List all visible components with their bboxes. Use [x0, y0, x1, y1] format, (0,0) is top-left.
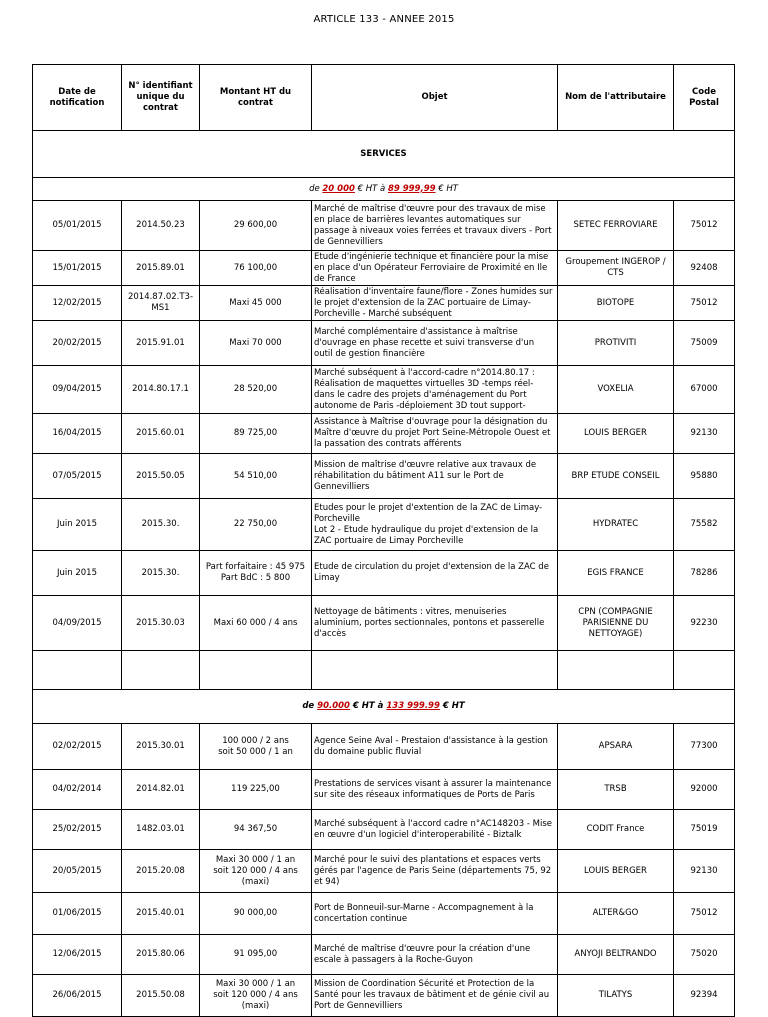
- cell-attributaire: BRP ETUDE CONSEIL: [558, 454, 674, 499]
- cell-date: 04/02/2014: [33, 770, 122, 810]
- empty-cell: [674, 651, 735, 690]
- table-body: [33, 131, 735, 1017]
- range-label-2: de 90.000 € HT à 133 999.99 € HT: [33, 690, 735, 724]
- table-row: [33, 935, 735, 975]
- table-row: [33, 321, 735, 366]
- range-row-2: [33, 690, 735, 724]
- cell-attributaire: CODIT France: [558, 810, 674, 850]
- contracts-table: [32, 64, 735, 1017]
- cell-objet: Etudes pour le projet d'extention de la ZAC de Limay-Porcheville Lot 2 - Etude hydraulique du projet d'extension de la ZAC portuaire de Limay Porcheville: [312, 499, 558, 551]
- cell-montant: 89 725,00: [200, 414, 312, 454]
- cell-date: 15/01/2015: [33, 251, 122, 286]
- table-header-row: [33, 65, 735, 131]
- cell-attributaire: PROTIVITI: [558, 321, 674, 366]
- page-title: ARTICLE 133 - ANNEE 2015: [313, 14, 455, 25]
- cell-montant: 94 367,50: [200, 810, 312, 850]
- cell-id: 2015.30.03: [122, 596, 200, 651]
- table-row: [33, 893, 735, 935]
- cell-objet: Port de Bonneuil-sur-Marne - Accompagnement à la concertation continue: [312, 893, 558, 935]
- section-label: SERVICES: [33, 131, 735, 178]
- cell-code-postal: 95880: [674, 454, 735, 499]
- cell-objet: Marché de maîtrise d'œuvre pour des travaux de mise en place de barrières levantes automatiques sur passage à niveaux voies ferrées et travaux divers - Port de Gennevilliers: [312, 201, 558, 251]
- cell-objet: Réalisation d'inventaire faune/flore - Zones humides sur le projet d'extension de la ZAC portuaire de Limay-Porcheville - Marché subséquent: [312, 286, 558, 321]
- cell-objet: Agence Seine Aval - Prestaion d'assistance à la gestion du domaine public fluvial: [312, 724, 558, 770]
- cell-date: 07/05/2015: [33, 454, 122, 499]
- cell-date: 25/02/2015: [33, 810, 122, 850]
- cell-attributaire: ALTER&GO: [558, 893, 674, 935]
- cell-id: 2015.91.01: [122, 321, 200, 366]
- table-row: [33, 499, 735, 551]
- cell-montant: Maxi 30 000 / 1 an soit 120 000 / 4 ans (maxi): [200, 850, 312, 893]
- cell-code-postal: 92000: [674, 770, 735, 810]
- cell-id: 2015.50.08: [122, 975, 200, 1017]
- cell-attributaire: VOXELIA: [558, 366, 674, 414]
- range-label-1: de 20 000 € HT à 89 999,99 € HT: [33, 178, 735, 201]
- cell-montant: 90 000,00: [200, 893, 312, 935]
- cell-montant: 119 225,00: [200, 770, 312, 810]
- cell-code-postal: 67000: [674, 366, 735, 414]
- header-id: N° identifiant unique du contrat: [122, 65, 200, 131]
- cell-code-postal: 75020: [674, 935, 735, 975]
- cell-code-postal: 92130: [674, 414, 735, 454]
- cell-id: 2015.30.: [122, 551, 200, 596]
- cell-attributaire: APSARA: [558, 724, 674, 770]
- table-row: [33, 454, 735, 499]
- cell-id: 2015.80.06: [122, 935, 200, 975]
- cell-date: 16/04/2015: [33, 414, 122, 454]
- cell-objet: Mission de Coordination Sécurité et Protection de la Santé pour les travaux de bâtiment et de génie civil au Port de Gennevilliers: [312, 975, 558, 1017]
- cell-code-postal: 92130: [674, 850, 735, 893]
- cell-montant: 29 600,00: [200, 201, 312, 251]
- cell-montant: 54 510,00: [200, 454, 312, 499]
- cell-attributaire: LOUIS BERGER: [558, 414, 674, 454]
- cell-code-postal: 75019: [674, 810, 735, 850]
- cell-date: 02/02/2015: [33, 724, 122, 770]
- table-row: [33, 850, 735, 893]
- cell-date: 12/06/2015: [33, 935, 122, 975]
- table-row: [33, 201, 735, 251]
- table-row: [33, 414, 735, 454]
- cell-attributaire: TILATYS: [558, 975, 674, 1017]
- cell-code-postal: 75012: [674, 893, 735, 935]
- cell-montant: 100 000 / 2 ans soit 50 000 / 1 an: [200, 724, 312, 770]
- cell-montant: Maxi 45 000: [200, 286, 312, 321]
- range-row-1: [33, 178, 735, 201]
- cell-objet: Marché pour le suivi des plantations et espaces verts gérés par l'agence de Paris Seine (départements 75, 92 et 94): [312, 850, 558, 893]
- cell-date: 09/04/2015: [33, 366, 122, 414]
- header-attributaire: Nom de l'attributaire: [558, 65, 674, 131]
- table-row: [33, 366, 735, 414]
- table-row: [33, 551, 735, 596]
- table-row: [33, 286, 735, 321]
- cell-montant: Maxi 60 000 / 4 ans: [200, 596, 312, 651]
- cell-objet: Marché subséquent à l'accord cadre n°AC148203 - Mise en œuvre d'un logiciel d'interoperabilité - Biztalk: [312, 810, 558, 850]
- cell-id: 2014.82.01: [122, 770, 200, 810]
- cell-montant: Part forfaitaire : 45 975 Part BdC : 5 800: [200, 551, 312, 596]
- table-row: [33, 596, 735, 651]
- cell-code-postal: 77300: [674, 724, 735, 770]
- cell-id: 2015.30.: [122, 499, 200, 551]
- cell-id: 2015.40.01: [122, 893, 200, 935]
- cell-id: 2015.89.01: [122, 251, 200, 286]
- empty-cell: [312, 651, 558, 690]
- cell-code-postal: 75009: [674, 321, 735, 366]
- cell-attributaire: BIOTOPE: [558, 286, 674, 321]
- table-row: [33, 724, 735, 770]
- table-row: [33, 810, 735, 850]
- header-montant: Montant HT du contrat: [200, 65, 312, 131]
- cell-montant: 76 100,00: [200, 251, 312, 286]
- cell-id: 2014.80.17.1: [122, 366, 200, 414]
- cell-date: 12/02/2015: [33, 286, 122, 321]
- cell-attributaire: EGIS FRANCE: [558, 551, 674, 596]
- cell-attributaire: LOUIS BERGER: [558, 850, 674, 893]
- cell-objet: Marché subséquent à l'accord-cadre n°2014.80.17 : Réalisation de maquettes virtuelles 3D -temps réel- dans le cadre des projets d'aménagement du Port autonome de Paris -déploiement 3D tout support-: [312, 366, 558, 414]
- cell-code-postal: 92408: [674, 251, 735, 286]
- section-row: [33, 131, 735, 178]
- header-date: Date de notification: [33, 65, 122, 131]
- cell-objet: Mission de maîtrise d'œuvre relative aux travaux de réhabilitation du bâtiment A11 sur le Port de Gennevilliers: [312, 454, 558, 499]
- cell-montant: Maxi 70 000: [200, 321, 312, 366]
- cell-id: 1482.03.01: [122, 810, 200, 850]
- cell-date: Juin 2015: [33, 551, 122, 596]
- cell-montant: 28 520,00: [200, 366, 312, 414]
- empty-cell: [122, 651, 200, 690]
- cell-objet: Assistance à Maîtrise d'ouvrage pour la désignation du Maître d'œuvre du projet Port Seine-Métropole Ouest et la passation des contrats afférents: [312, 414, 558, 454]
- cell-attributaire: Groupement INGEROP / CTS: [558, 251, 674, 286]
- cell-date: 05/01/2015: [33, 201, 122, 251]
- cell-objet: Marché complémentaire d'assistance à maîtrise d'ouvrage en phase recette et suivi transverse d'un outil de gestion financière: [312, 321, 558, 366]
- cell-id: 2015.60.01: [122, 414, 200, 454]
- cell-objet: Prestations de services visant à assurer la maintenance sur site des réseaux informatiques de Ports de Paris: [312, 770, 558, 810]
- table-row: [33, 251, 735, 286]
- cell-objet: Nettoyage de bâtiments : vitres, menuiseries aluminium, portes sectionnales, pontons et passerelle d'accès: [312, 596, 558, 651]
- cell-date: 04/09/2015: [33, 596, 122, 651]
- cell-code-postal: 75012: [674, 286, 735, 321]
- header-objet: Objet: [312, 65, 558, 131]
- cell-id: 2015.20.08: [122, 850, 200, 893]
- cell-attributaire: ANYOJI BELTRANDO: [558, 935, 674, 975]
- cell-date: 20/05/2015: [33, 850, 122, 893]
- empty-row: [33, 651, 735, 690]
- cell-attributaire: TRSB: [558, 770, 674, 810]
- cell-id: 2015.50.05: [122, 454, 200, 499]
- cell-montant: 91 095,00: [200, 935, 312, 975]
- cell-date: Juin 2015: [33, 499, 122, 551]
- empty-cell: [558, 651, 674, 690]
- cell-objet: Etude de circulation du projet d'extension de la ZAC de Limay: [312, 551, 558, 596]
- cell-code-postal: 92394: [674, 975, 735, 1017]
- cell-date: 01/06/2015: [33, 893, 122, 935]
- header-code-postal: Code Postal: [674, 65, 735, 131]
- empty-cell: [33, 651, 122, 690]
- cell-code-postal: 78286: [674, 551, 735, 596]
- cell-date: 26/06/2015: [33, 975, 122, 1017]
- cell-montant: 22 750,00: [200, 499, 312, 551]
- cell-montant: Maxi 30 000 / 1 an soit 120 000 / 4 ans (maxi): [200, 975, 312, 1017]
- cell-attributaire: SETEC FERROVIARE: [558, 201, 674, 251]
- cell-id: 2014.50.23: [122, 201, 200, 251]
- table-row: [33, 770, 735, 810]
- cell-code-postal: 75582: [674, 499, 735, 551]
- cell-objet: Marché de maîtrise d'œuvre pour la création d'une escale à passagers à la Roche-Guyon: [312, 935, 558, 975]
- cell-id: 2014.87.02.T3-MS1: [122, 286, 200, 321]
- cell-objet: Etude d'ingénierie technique et financière pour la mise en place d'un Opérateur Ferroviaire de Proximité en Ile de France: [312, 251, 558, 286]
- cell-attributaire: HYDRATEC: [558, 499, 674, 551]
- cell-date: 20/02/2015: [33, 321, 122, 366]
- table-row: [33, 975, 735, 1017]
- empty-cell: [200, 651, 312, 690]
- cell-code-postal: 92230: [674, 596, 735, 651]
- cell-attributaire: CPN (COMPAGNIE PARISIENNE DU NETTOYAGE): [558, 596, 674, 651]
- cell-id: 2015.30.01: [122, 724, 200, 770]
- cell-code-postal: 75012: [674, 201, 735, 251]
